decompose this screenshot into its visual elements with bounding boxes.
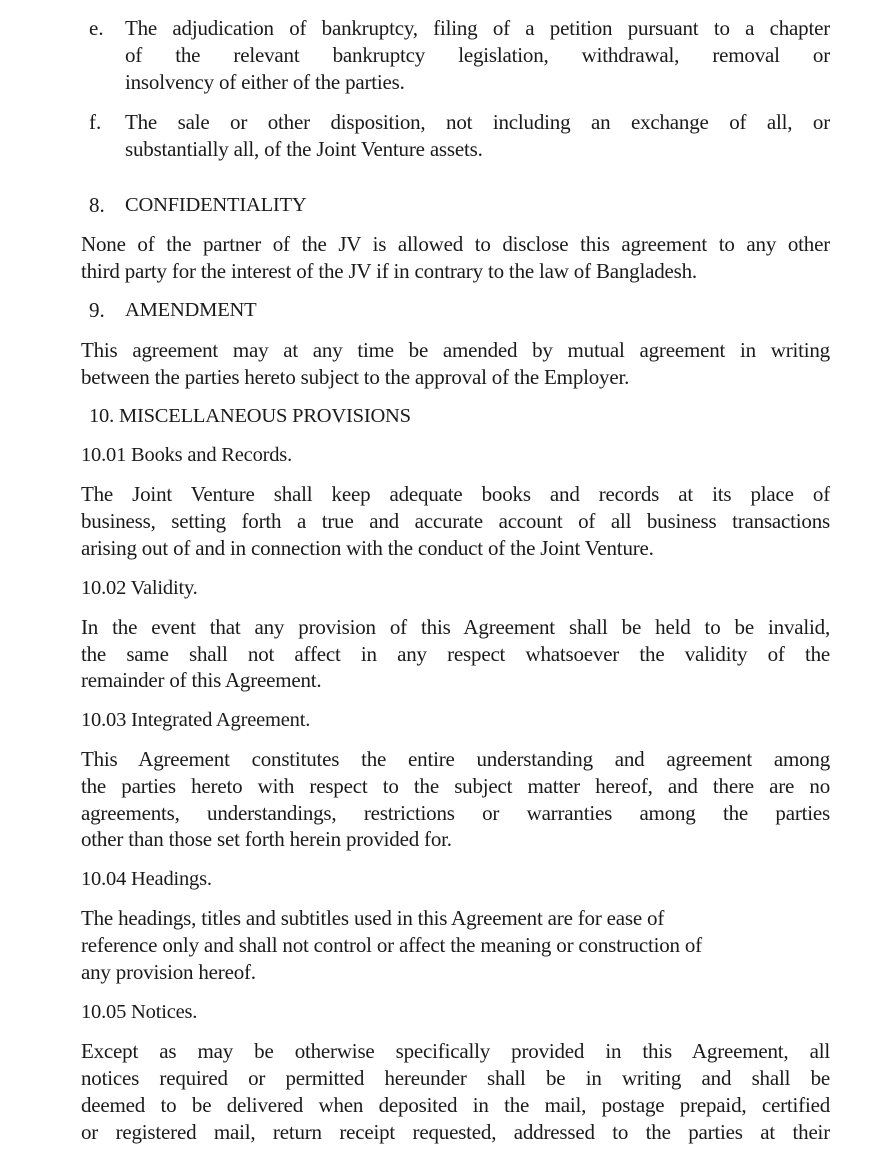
section-number: 9. (89, 298, 105, 322)
paragraph-line: other than those set forth herein provided for. (81, 827, 452, 851)
paragraph-line: reference only and shall not control or affect the meaning or construction of (81, 933, 702, 957)
paragraph-line: arising out of and in connection with the conduct of the Joint Venture. (81, 536, 654, 560)
list-item-line: The adjudication of bankruptcy, filing of a petition pursuant to a chapter (125, 16, 830, 40)
paragraph-line: any provision hereof. (81, 960, 256, 984)
paragraph-line: notices required or permitted hereunder shall be in writing and shall be (81, 1066, 830, 1090)
subsection-heading: 10.01 Books and Records. (81, 444, 293, 466)
paragraph-line: This agreement may at any time be amended by mutual agreement in writing (81, 338, 830, 362)
paragraph-line: third party for the interest of the JV if in contrary to the law of Bangladesh. (81, 259, 697, 283)
section-title: AMENDMENT (125, 299, 257, 321)
list-item-line: insolvency of either of the parties. (125, 70, 405, 94)
paragraph-line: In the event that any provision of this Agreement shall be held to be invalid, (81, 615, 830, 639)
subsection-heading: 10.04 Headings. (81, 868, 212, 890)
paragraph-line: This Agreement constitutes the entire understanding and agreement among (81, 747, 830, 771)
paragraph-line: business, setting forth a true and accurate account of all business transactions (81, 509, 830, 533)
subsection-heading: 10.03 Integrated Agreement. (81, 709, 311, 731)
paragraph-line: None of the partner of the JV is allowed to disclose this agreement to any other (81, 232, 830, 256)
section-heading: 10. MISCELLANEOUS PROVISIONS (89, 405, 411, 427)
list-marker: f. (89, 110, 102, 134)
paragraph-line: the same shall not affect in any respect whatsoever the validity of the (81, 642, 830, 666)
paragraph-line: remainder of this Agreement. (81, 668, 322, 692)
list-item-line: of the relevant bankruptcy legislation, withdrawal, removal or (125, 43, 830, 67)
list-marker: e. (89, 16, 104, 40)
section-title: CONFIDENTIALITY (125, 194, 307, 216)
paragraph-line: Except as may be otherwise specifically provided in this Agreement, all (81, 1039, 830, 1063)
section-number: 8. (89, 193, 105, 217)
list-item-line: The sale or other disposition, not including an exchange of all, or (125, 110, 830, 134)
paragraph-line: deemed to be delivered when deposited in the mail, postage prepaid, certified (81, 1093, 830, 1117)
paragraph-line: between the parties hereto subject to the approval of the Employer. (81, 365, 630, 389)
paragraph-line: agreements, understandings, restrictions or warranties among the parties (81, 801, 830, 825)
paragraph-line: The headings, titles and subtitles used in this Agreement are for ease of (81, 906, 665, 930)
subsection-heading: 10.02 Validity. (81, 577, 198, 599)
paragraph-line: The Joint Venture shall keep adequate books and records at its place of (81, 482, 830, 506)
paragraph-line: the parties hereto with respect to the subject matter hereof, and there are no (81, 774, 830, 798)
subsection-heading: 10.05 Notices. (81, 1001, 198, 1023)
list-item-line: substantially all, of the Joint Venture assets. (125, 137, 483, 161)
paragraph-line: or registered mail, return receipt requested, addressed to the parties at their (81, 1120, 830, 1144)
